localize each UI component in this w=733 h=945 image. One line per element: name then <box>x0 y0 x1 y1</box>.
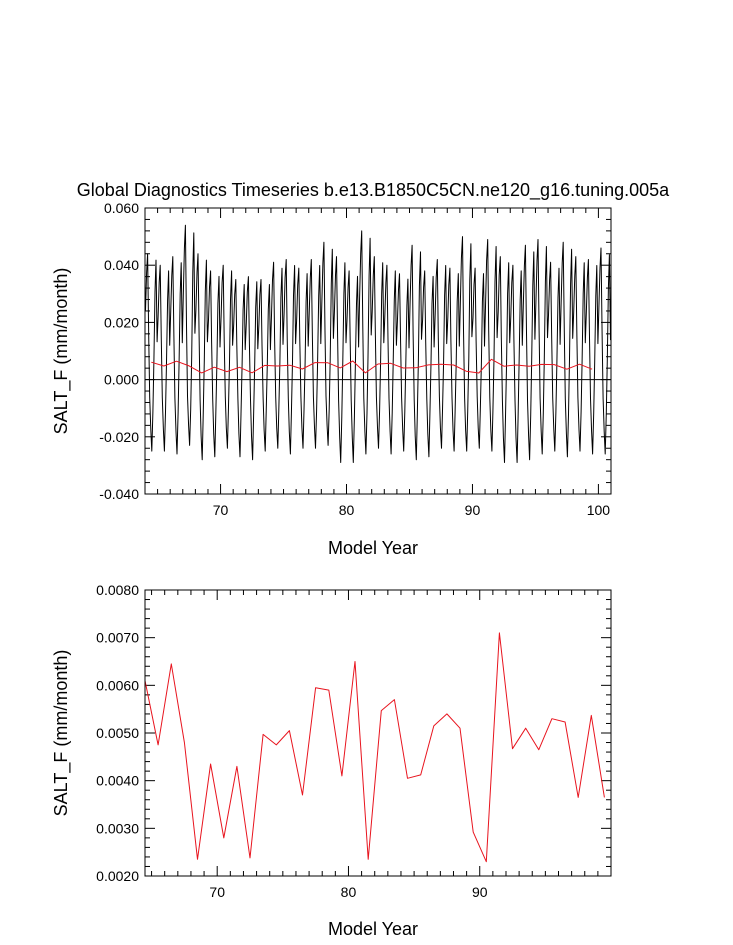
y-tick-label: 0.0030 <box>96 820 139 837</box>
y-tick-label: 0.000 <box>103 371 139 388</box>
top-chart-panel <box>51 200 611 558</box>
y-tick-label: 0.0040 <box>96 772 139 789</box>
bottom-axis-ticks <box>145 590 611 876</box>
chart-title: Global Diagnostics Timeseries b.e13.B1850C5CN.ne120_g16.tuning.005a <box>76 180 670 200</box>
top-monthly-series-line <box>146 225 611 462</box>
y-tick-label: 0.020 <box>103 314 139 331</box>
y-tick-label: 0.0020 <box>96 868 139 884</box>
top-x-axis-label: Model Year <box>327 538 419 558</box>
y-tick-label: -0.040 <box>99 486 139 502</box>
x-tick-label: 90 <box>464 502 481 518</box>
bottom-x-axis-label: Model Year <box>327 919 419 939</box>
x-tick-label: 100 <box>586 502 611 518</box>
x-tick-label: 70 <box>212 502 229 518</box>
y-tick-label: 0.0060 <box>96 677 139 694</box>
x-tick-label: 90 <box>471 884 488 900</box>
top-y-axis-label: SALT_F (mm/month) <box>51 267 71 435</box>
bottom-annual-series-line <box>145 633 604 862</box>
bottom-chart-panel <box>51 582 611 939</box>
x-tick-label: 80 <box>338 502 355 518</box>
x-tick-label: 70 <box>209 884 225 900</box>
y-tick-label: 0.060 <box>103 200 139 216</box>
x-tick-label: 80 <box>340 884 357 900</box>
y-tick-label: 0.0080 <box>96 582 139 598</box>
y-tick-label: 0.040 <box>103 257 139 274</box>
bottom-plot-frame <box>145 590 611 876</box>
y-tick-label: 0.0070 <box>96 629 139 646</box>
y-tick-label: 0.0050 <box>96 725 139 741</box>
y-tick-label: -0.020 <box>99 428 139 445</box>
top-tick-labels <box>99 200 610 518</box>
bottom-y-axis-label: SALT_F (mm/month) <box>51 649 71 817</box>
